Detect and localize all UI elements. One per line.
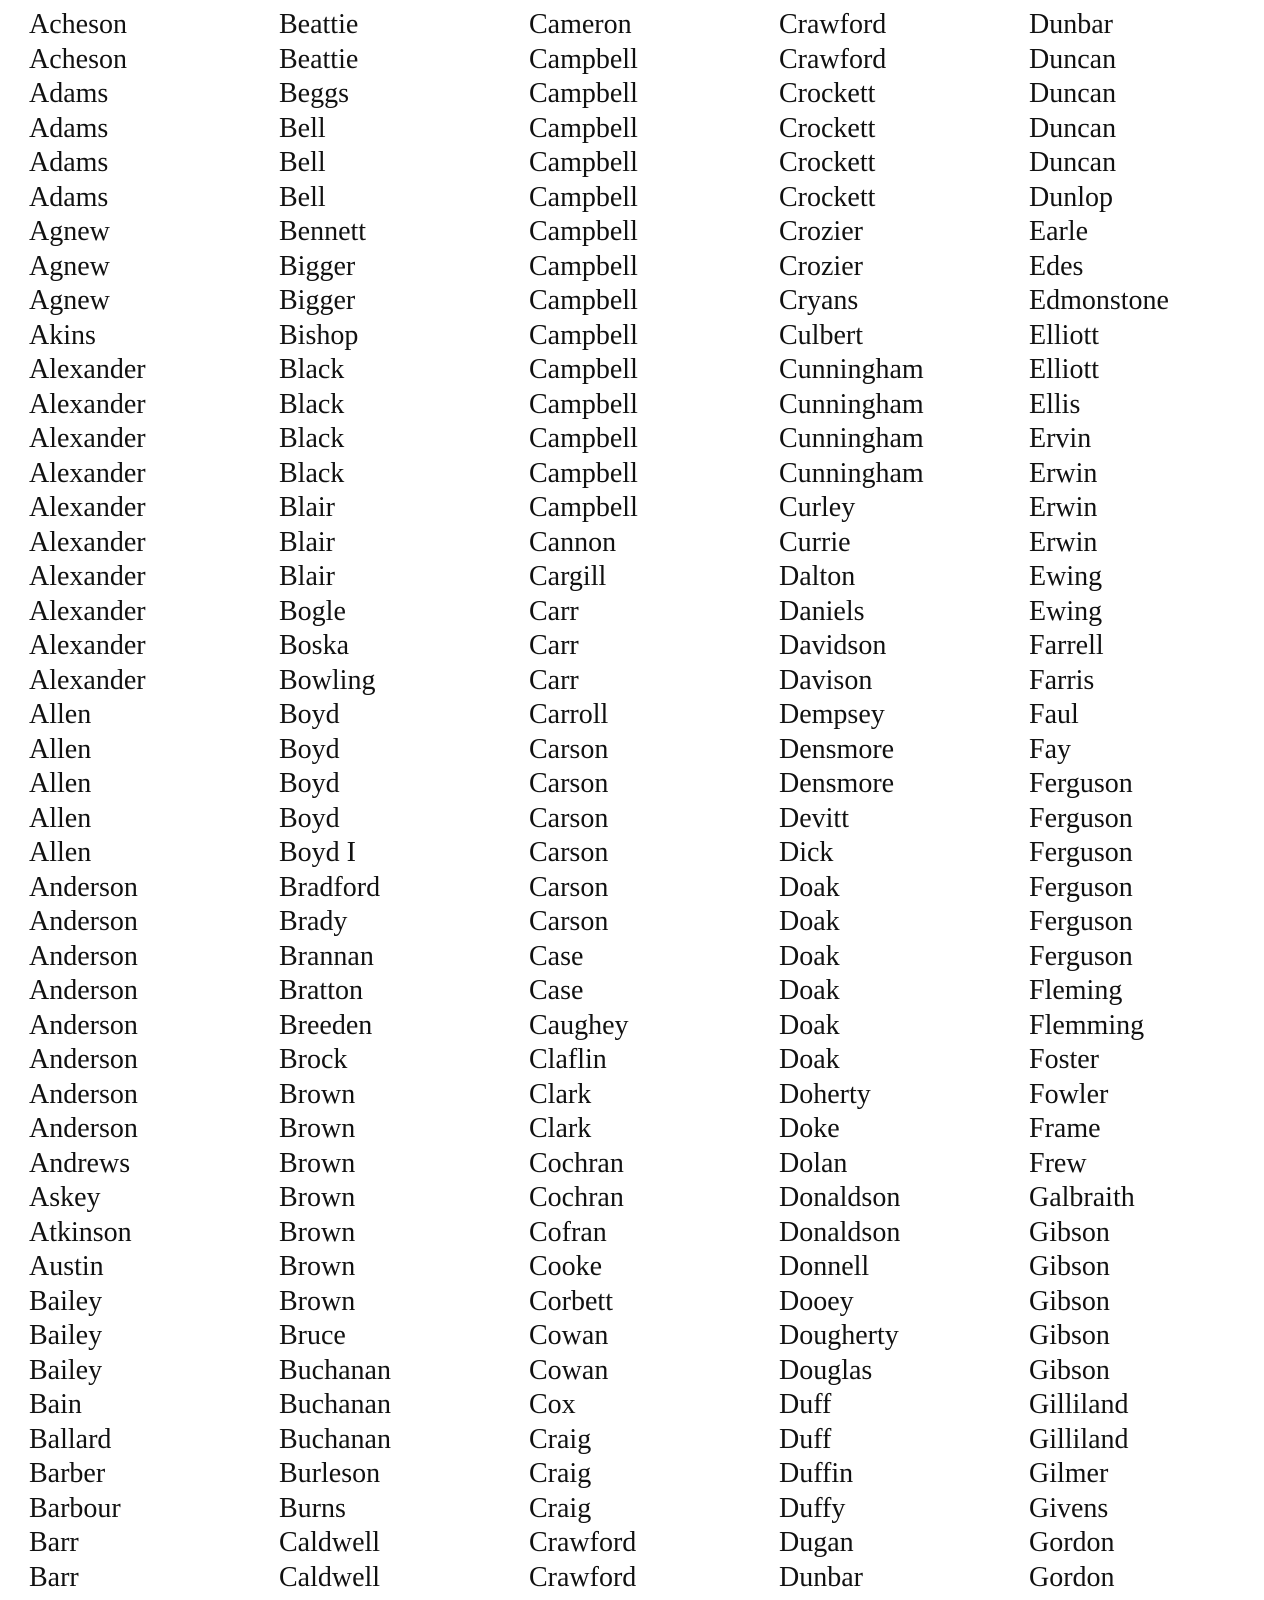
surname-entry: Buchanan	[279, 1354, 391, 1386]
surname-entry: Alexander	[29, 457, 146, 489]
surname-entry: Bishop	[279, 319, 359, 351]
surname-entry: Beattie	[279, 9, 359, 40]
surname-entry: Brown	[279, 1216, 356, 1248]
surname-entry: Agnew	[29, 285, 110, 316]
surname-entry: Bailey	[29, 1354, 103, 1386]
surname-entry: Campbell	[529, 457, 638, 489]
surname-entry: Cannon	[529, 526, 617, 558]
surname-entry: Foster	[1029, 1044, 1099, 1075]
surname-entry: Bigger	[279, 250, 356, 282]
surname-entry: Ferguson	[1029, 768, 1133, 799]
surname-entry: Anderson	[29, 1044, 138, 1075]
surname-entry: Anderson	[29, 906, 138, 937]
surname-entry: Culbert	[779, 319, 863, 351]
surname-entry: Boyd	[279, 699, 340, 730]
surname-column-5	[1029, 8, 1169, 1595]
surname-entry: Brown	[279, 1147, 356, 1179]
surname-entry: Edmonstone	[1029, 285, 1169, 316]
surname-entry: Adams	[29, 181, 109, 213]
surname-entry: Gibson	[1029, 1216, 1110, 1248]
surname-entry: Campbell	[529, 181, 638, 213]
surname-entry: Farrell	[1029, 630, 1104, 661]
surname-entry: Ellis	[1029, 388, 1081, 420]
surname-entry: Campbell	[529, 112, 638, 144]
surname-column-4	[779, 8, 924, 1595]
surname-entry: Crawford	[529, 1527, 637, 1558]
surname-entry: Anderson	[29, 1009, 138, 1041]
surname-entry: Buchanan	[279, 1423, 391, 1455]
surname-entry: Campbell	[529, 43, 638, 75]
surname-entry: Alexander	[29, 630, 146, 661]
surname-entry: Barr	[29, 1527, 79, 1558]
surname-entry: Brock	[279, 1044, 348, 1075]
surname-entry: Doak	[779, 1009, 840, 1041]
surname-entry: Densmore	[779, 733, 895, 765]
surname-entry: Doak	[779, 871, 840, 903]
surname-entry: Dick	[779, 837, 834, 868]
surname-entry: Blair	[279, 492, 335, 523]
surname-entry: Cowan	[529, 1320, 609, 1351]
surname-entry: Austin	[29, 1251, 104, 1282]
surname-entry: Anderson	[29, 1113, 138, 1144]
surname-entry: Allen	[29, 837, 92, 868]
surname-entry: Ferguson	[1029, 871, 1133, 903]
surname-entry: Bailey	[29, 1285, 103, 1317]
surname-entry: Bruce	[279, 1320, 346, 1351]
surname-entry: Agnew	[29, 250, 110, 282]
surname-entry: Dunbar	[1029, 9, 1113, 40]
surname-entry: Doak	[779, 906, 840, 937]
surname-entry: Clark	[529, 1078, 592, 1110]
surname-entry: Campbell	[529, 78, 638, 109]
surname-entry: Douglas	[779, 1354, 873, 1386]
surname-entry: Cowan	[529, 1354, 609, 1386]
surname-entry: Bigger	[279, 285, 356, 316]
surname-entry: Allen	[29, 699, 92, 730]
surname-entry: Clark	[529, 1113, 592, 1144]
surname-entry: Breeden	[279, 1009, 373, 1041]
surname-entry: Alexander	[29, 354, 146, 385]
surname-entry: Barbour	[29, 1492, 121, 1524]
surname-column-3	[529, 8, 638, 1595]
surname-entry: Cunningham	[779, 388, 924, 420]
surname-entry: Frame	[1029, 1113, 1101, 1144]
surname-entry: Bell	[279, 147, 326, 178]
surname-entry: Bradford	[279, 871, 381, 903]
surname-entry: Anderson	[29, 940, 138, 972]
surname-entry: Duff	[779, 1423, 832, 1455]
surname-entry: Carson	[529, 802, 609, 834]
surname-entry: Acheson	[29, 43, 127, 75]
surname-entry: Bain	[29, 1389, 82, 1420]
surname-entry: Ewing	[1029, 595, 1103, 627]
surname-entry: Boyd	[279, 733, 340, 765]
surname-entry: Duncan	[1029, 112, 1117, 144]
surname-entry: Currie	[779, 526, 851, 558]
surname-entry: Alexander	[29, 423, 146, 454]
surname-entry: Ferguson	[1029, 906, 1133, 937]
surname-entry: Earle	[1029, 216, 1089, 247]
surname-entry: Burns	[279, 1492, 346, 1524]
surname-entry: Alexander	[29, 561, 146, 592]
surname-entry: Campbell	[529, 423, 638, 454]
surname-entry: Crawford	[779, 43, 887, 75]
surname-entry: Erwin	[1029, 492, 1098, 523]
surname-entry: Carson	[529, 871, 609, 903]
surname-entry: Alexander	[29, 526, 146, 558]
surname-entry: Fowler	[1029, 1078, 1109, 1110]
surname-entry: Givens	[1029, 1492, 1109, 1524]
surname-entry: Boyd	[279, 768, 340, 799]
surname-entry: Gordon	[1029, 1527, 1115, 1558]
surname-entry: Bogle	[279, 595, 346, 627]
surname-entry: Adams	[29, 147, 109, 178]
surname-entry: Caughey	[529, 1009, 629, 1041]
surname-entry: Cooke	[529, 1251, 603, 1282]
surname-entry: Gibson	[1029, 1251, 1110, 1282]
surname-column-2	[279, 8, 391, 1595]
surname-entry: Crockett	[779, 147, 876, 178]
surname-entry: Campbell	[529, 147, 638, 178]
surname-entry: Frew	[1029, 1147, 1087, 1179]
surname-entry: Devitt	[779, 802, 849, 834]
surname-entry: Doak	[779, 975, 840, 1006]
surname-entry: Case	[529, 975, 584, 1006]
surname-entry: Allen	[29, 768, 92, 799]
surname-entry: Allen	[29, 802, 92, 834]
surname-entry: Galbraith	[1029, 1182, 1135, 1213]
surname-entry: Black	[279, 388, 345, 420]
surname-entry: Cochran	[529, 1147, 624, 1179]
surname-entry: Duffy	[779, 1492, 846, 1524]
surname-entry: Alexander	[29, 664, 146, 696]
surname-entry: Cryans	[779, 285, 859, 316]
surname-entry: Alexander	[29, 492, 146, 523]
surname-entry: Black	[279, 354, 345, 385]
surname-entry: Allen	[29, 733, 92, 765]
surname-entry: Densmore	[779, 768, 895, 799]
surname-entry: Cunningham	[779, 457, 924, 489]
surname-entry: Crozier	[779, 250, 863, 282]
surname-entry: Ballard	[29, 1423, 112, 1455]
surname-entry: Adams	[29, 112, 109, 144]
surname-entry: Buchanan	[279, 1389, 391, 1420]
surname-entry: Barber	[29, 1458, 106, 1489]
surname-entry: Craig	[529, 1492, 592, 1524]
surname-entry: Elliott	[1029, 354, 1099, 385]
surname-entry: Black	[279, 423, 345, 454]
surname-entry: Erwin	[1029, 526, 1098, 558]
surname-entry: Ferguson	[1029, 837, 1133, 868]
surname-entry: Brady	[279, 906, 348, 937]
surname-entry: Crockett	[779, 181, 876, 213]
surname-entry: Boyd	[279, 802, 340, 834]
surname-entry: Farris	[1029, 664, 1095, 696]
surname-column-1	[29, 8, 146, 1595]
surname-entry: Boska	[279, 630, 349, 661]
surname-entry: Cunningham	[779, 354, 924, 385]
surname-entry: Akins	[29, 319, 96, 351]
surname-entry: Crockett	[779, 78, 876, 109]
surname-entry: Dolan	[779, 1147, 848, 1179]
surname-entry: Carr	[529, 630, 579, 661]
surname-entry: Bell	[279, 112, 326, 144]
surname-entry: Curley	[779, 492, 856, 523]
surname-entry: Doak	[779, 940, 840, 972]
surname-entry: Campbell	[529, 319, 638, 351]
surname-entry: Case	[529, 940, 584, 972]
surname-entry: Davison	[779, 664, 873, 696]
surname-entry: Ferguson	[1029, 940, 1133, 972]
surname-entry: Alexander	[29, 388, 146, 420]
surname-entry: Dalton	[779, 561, 856, 592]
surname-entry: Crawford	[779, 9, 887, 40]
surname-entry: Dougherty	[779, 1320, 899, 1351]
surname-entry: Dunlop	[1029, 181, 1113, 213]
surname-entry: Carson	[529, 768, 609, 799]
surname-entry: Beggs	[279, 78, 349, 109]
surname-entry: Carson	[529, 837, 609, 868]
surname-entry: Bratton	[279, 975, 363, 1006]
surname-entry: Bailey	[29, 1320, 103, 1351]
surname-entry: Doherty	[779, 1078, 871, 1110]
surname-entry: Erwin	[1029, 457, 1098, 489]
surname-entry: Dunbar	[779, 1561, 863, 1593]
surname-entry: Flemming	[1029, 1009, 1145, 1041]
surname-entry: Caldwell	[279, 1527, 381, 1558]
surname-entry: Beattie	[279, 43, 359, 75]
surname-entry: Atkinson	[29, 1216, 132, 1248]
surname-entry: Adams	[29, 78, 109, 109]
surname-entry: Cofran	[529, 1216, 607, 1248]
surname-entry: Burleson	[279, 1458, 381, 1489]
surname-entry: Duncan	[1029, 43, 1117, 75]
surname-entry: Cunningham	[779, 423, 924, 454]
surname-entry: Donnell	[779, 1251, 870, 1282]
surname-entry: Campbell	[529, 388, 638, 420]
surname-entry: Anderson	[29, 975, 138, 1006]
surname-entry: Brown	[279, 1182, 356, 1213]
surname-entry: Cochran	[529, 1182, 624, 1213]
surname-entry: Crawford	[529, 1561, 637, 1593]
surname-entry: Cox	[529, 1389, 576, 1420]
surname-entry: Elliott	[1029, 319, 1099, 351]
surname-entry: Gibson	[1029, 1285, 1110, 1317]
surname-entry: Brown	[279, 1078, 356, 1110]
surname-entry: Claflin	[529, 1044, 607, 1075]
surname-entry: Askey	[29, 1182, 101, 1213]
surname-entry: Carr	[529, 664, 579, 696]
surname-entry: Carroll	[529, 699, 609, 730]
surname-entry: Faul	[1029, 699, 1079, 730]
surname-entry: Blair	[279, 526, 335, 558]
surname-entry: Cargill	[529, 561, 607, 592]
surname-entry: Blair	[279, 561, 335, 592]
surname-entry: Doak	[779, 1044, 840, 1075]
surname-entry: Carson	[529, 906, 609, 937]
surname-entry: Agnew	[29, 216, 110, 247]
surname-entry: Bowling	[279, 664, 376, 696]
surname-entry: Craig	[529, 1458, 592, 1489]
surname-entry: Ferguson	[1029, 802, 1133, 834]
surname-entry: Davidson	[779, 630, 887, 661]
surname-entry: Fleming	[1029, 975, 1123, 1006]
surname-entry: Alexander	[29, 595, 146, 627]
surname-entry: Crozier	[779, 216, 863, 247]
surname-entry: Campbell	[529, 250, 638, 282]
surname-entry: Donaldson	[779, 1182, 901, 1213]
surname-entry: Brannan	[279, 940, 374, 972]
surname-entry: Ewing	[1029, 561, 1103, 592]
surname-entry: Gilliland	[1029, 1389, 1129, 1420]
surname-entry: Gibson	[1029, 1320, 1110, 1351]
surname-entry: Caldwell	[279, 1561, 381, 1593]
surname-entry: Donaldson	[779, 1216, 901, 1248]
surname-entry: Crockett	[779, 112, 876, 144]
surname-entry: Andrews	[29, 1147, 131, 1179]
surname-entry: Cameron	[529, 9, 632, 40]
surname-entry: Campbell	[529, 354, 638, 385]
surname-entry: Edes	[1029, 250, 1084, 282]
surname-entry: Brown	[279, 1251, 356, 1282]
surname-entry: Corbett	[529, 1285, 613, 1317]
surname-entry: Duncan	[1029, 78, 1117, 109]
surname-entry: Dooey	[779, 1285, 854, 1317]
surname-entry: Anderson	[29, 1078, 138, 1110]
surname-entry: Brown	[279, 1285, 356, 1317]
surname-entry: Gordon	[1029, 1561, 1115, 1593]
surname-entry: Gilmer	[1029, 1458, 1109, 1489]
surname-entry: Gibson	[1029, 1354, 1110, 1386]
surname-entry: Dempsey	[779, 699, 885, 730]
surname-entry: Bell	[279, 181, 326, 213]
surname-entry: Fay	[1029, 733, 1071, 765]
surname-entry: Carson	[529, 733, 609, 765]
surname-entry: Ervin	[1029, 423, 1092, 454]
surname-entry: Duncan	[1029, 147, 1117, 178]
surname-entry: Campbell	[529, 492, 638, 523]
surname-entry: Duff	[779, 1389, 832, 1420]
surname-entry: Craig	[529, 1423, 592, 1455]
surname-entry: Brown	[279, 1113, 356, 1144]
surname-entry: Campbell	[529, 216, 638, 247]
surname-entry: Anderson	[29, 871, 138, 903]
surname-entry: Doke	[779, 1113, 840, 1144]
surname-entry: Duffin	[779, 1458, 854, 1489]
surname-entry: Dugan	[779, 1527, 854, 1558]
surname-entry: Boyd I	[279, 837, 356, 868]
surname-entry: Gilliland	[1029, 1423, 1129, 1455]
surname-entry: Black	[279, 457, 345, 489]
surname-entry: Carr	[529, 595, 579, 627]
surname-entry: Barr	[29, 1561, 79, 1593]
surname-entry: Acheson	[29, 9, 127, 40]
surname-entry: Bennett	[279, 216, 367, 247]
surname-entry: Daniels	[779, 595, 865, 627]
surname-entry: Campbell	[529, 285, 638, 316]
